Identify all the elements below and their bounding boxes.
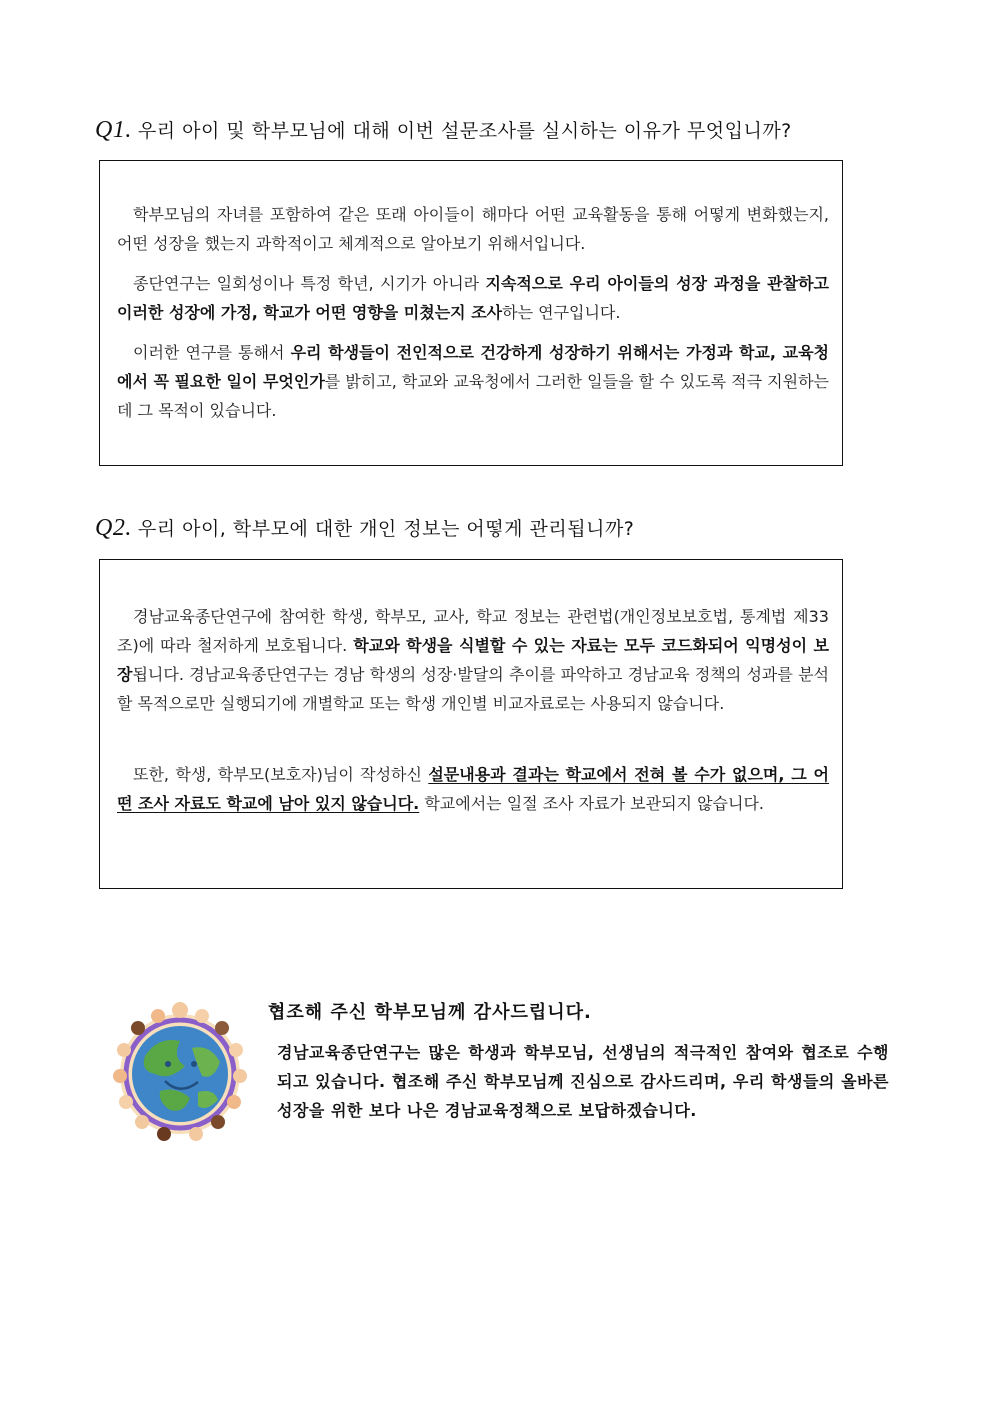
q2-emphasis-1: 학교와 학생을 식별할 수 있는 자료는 모두 코드화되어 익명성이 보장 [117, 636, 829, 684]
q2-underlined-emphasis: 설문내용과 결과는 학교에서 전혀 볼 수가 없으며, 그 어떤 조사 자료도 학교에 남아 있지 않습니다. [117, 765, 829, 813]
q1-emphasis-2: 우리 학생들이 전인적으로 건강하게 성장하기 위해서는 가정과 학교, 교육청에서 꼭 필요한 일이 무엇인가 [117, 343, 829, 391]
thanks-body: 경남교육종단연구는 많은 학생과 학부모님, 선생님의 적극적인 참여와 협조로 수행되고 있습니다. 협조해 주신 학부모님께 진심으로 감사드리며, 우리 학생들의 올바른 성장을 위한 보다 나은 경남교육정책으로 보답하겠습니다. [277, 1043, 889, 1120]
q1-label: Q1. [95, 117, 132, 143]
q1-emphasis-1: 지속적으로 우리 아이들의 성장 과정을 관찰하고 이러한 성장에 가정, 학교가 어떤 영향을 미쳤는지 조사 [117, 274, 829, 322]
q2-label: Q2. [95, 515, 132, 541]
q1-heading [95, 116, 792, 144]
q1-paragraph-1: 학부모님의 자녀를 포함하여 같은 또래 아이들이 해마다 어떤 교육활동을 통해 어떻게 변화했는지, 어떤 성장을 했는지 과학적이고 체계적으로 알아보기 위해서입니다. [117, 205, 829, 253]
q2-paragraph-1: 경남교육종단연구에 참여한 학생, 학부모, 교사, 학교 정보는 관련법(개인정보보호법, 통계법 제33조)에 따라 철저하게 보호됩니다. 학교와 학생을 식별할 수 있는 자료는 모두 코드화되어 익명성이 보장됩니다. 경남교육종단연구는 경남 학생의 성장·발달의 추이를 파악하고 경남교육 정책의 성과를 분석할 목적으로만 실행되기에 개별학교 또는 학생 개인별 비교자료로는 사용되지 않습니다. [117, 607, 829, 713]
q2-paragraph-2: 또한, 학생, 학부모(보호자)님이 작성하신 설문내용과 결과는 학교에서 전혀 볼 수가 없으며, 그 어떤 조사 자료도 학교에 남아 있지 않습니다. 학교에서는 일절 조사 자료가 보관되지 않습니다. [117, 765, 829, 813]
q2-heading [95, 514, 634, 542]
q1-paragraph-3: 이러한 연구를 통해서 우리 학생들이 전인적으로 건강하게 성장하기 위해서는 가정과 학교, 교육청에서 꼭 필요한 일이 무엇인가를 밝히고, 학교와 교육청에서 그러한 일들을 할 수 있도록 적극 지원하는 데 그 목적이 있습니다. [117, 343, 829, 420]
q1-paragraph-2: 종단연구는 일회성이나 특정 학년, 시기가 아니라 지속적으로 우리 아이들의 성장 과정을 관찰하고 이러한 성장에 가정, 학교가 어떤 영향을 미쳤는지 조사하는 연구입니다. [117, 274, 829, 322]
q2-question: 우리 아이, 학부모에 대한 개인 정보는 어떻게 관리됩니까? [137, 518, 635, 540]
q1-question: 우리 아이 및 학부모님에 대해 이번 설문조사를 실시하는 이유가 무엇입니까? [137, 120, 792, 142]
thanks-title: 협조해 주신 학부모님께 감사드립니다. [268, 1002, 592, 1023]
globe-children-icon [110, 996, 250, 1146]
